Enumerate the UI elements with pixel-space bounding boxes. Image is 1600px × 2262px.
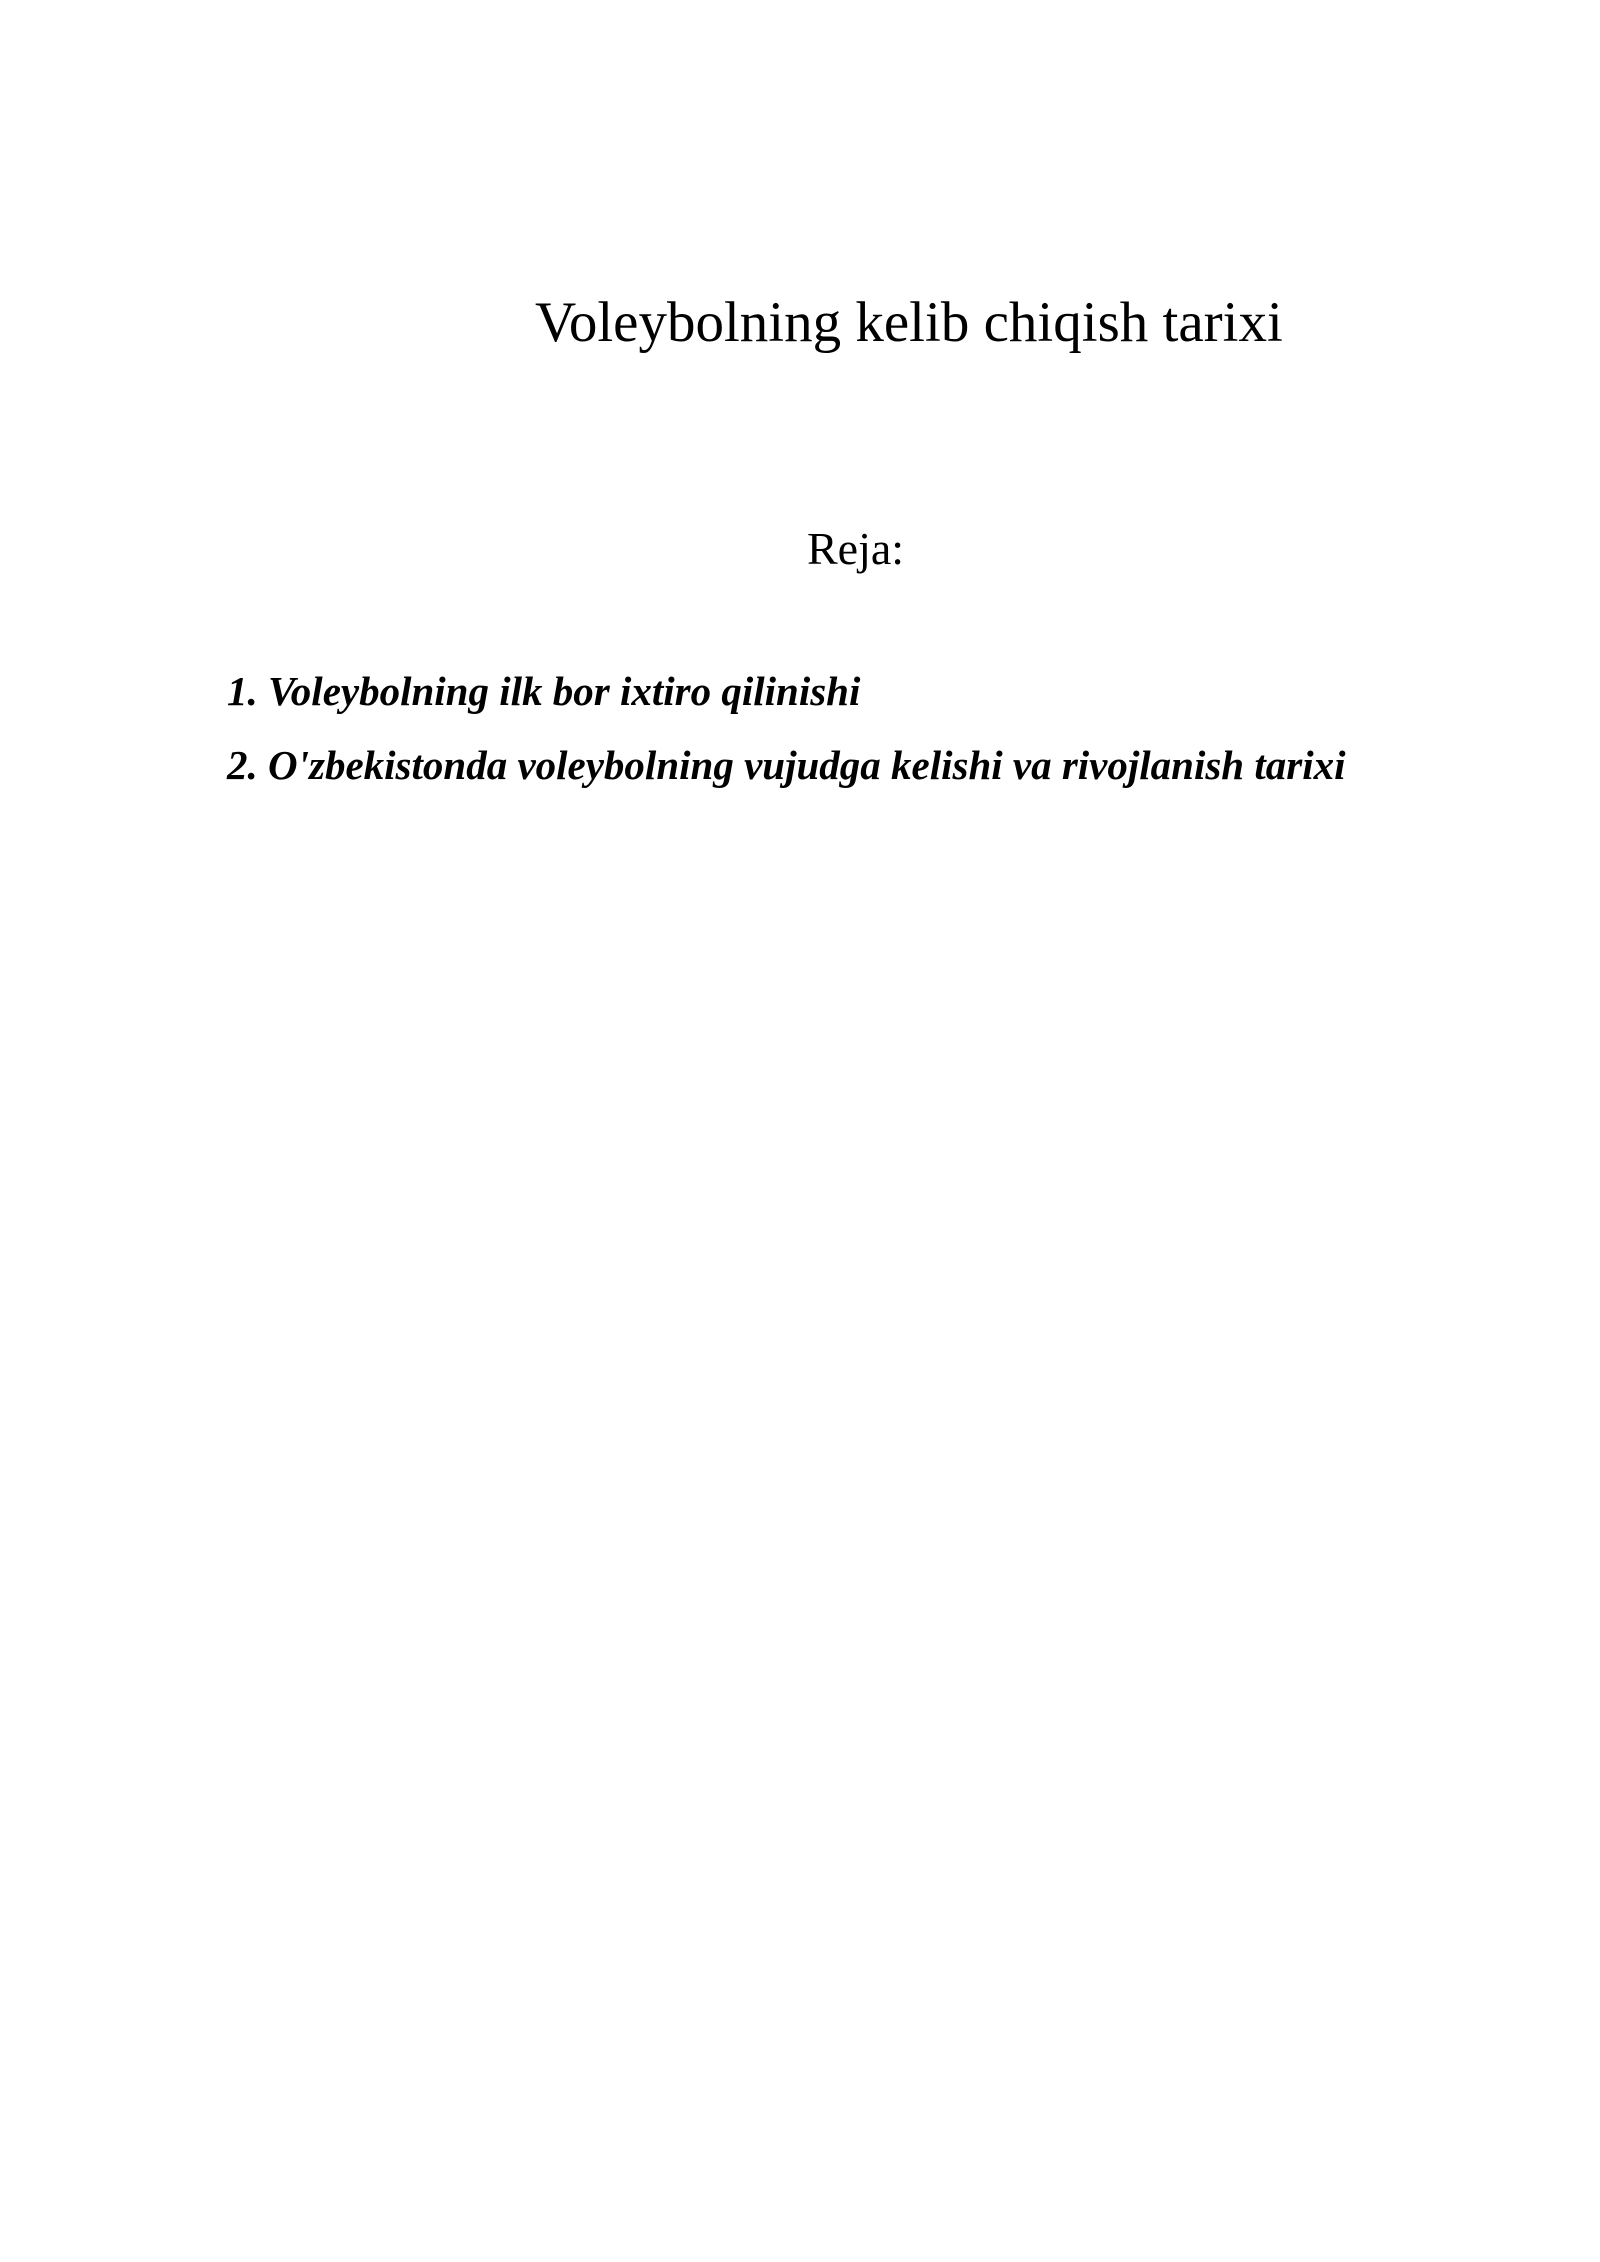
plan-list [227,666,1346,814]
plan-item: 1. Voleybolning ilk bor ixtiro qilinishi [227,668,861,714]
plan-heading: Reja: [807,523,905,574]
plan-item: 2. O'zbekistonda voleybolning vujudga kelishi va rivojlanish tarixi [227,742,1346,788]
document-title: Voleybolning kelib chiqish tarixi [535,291,1283,354]
